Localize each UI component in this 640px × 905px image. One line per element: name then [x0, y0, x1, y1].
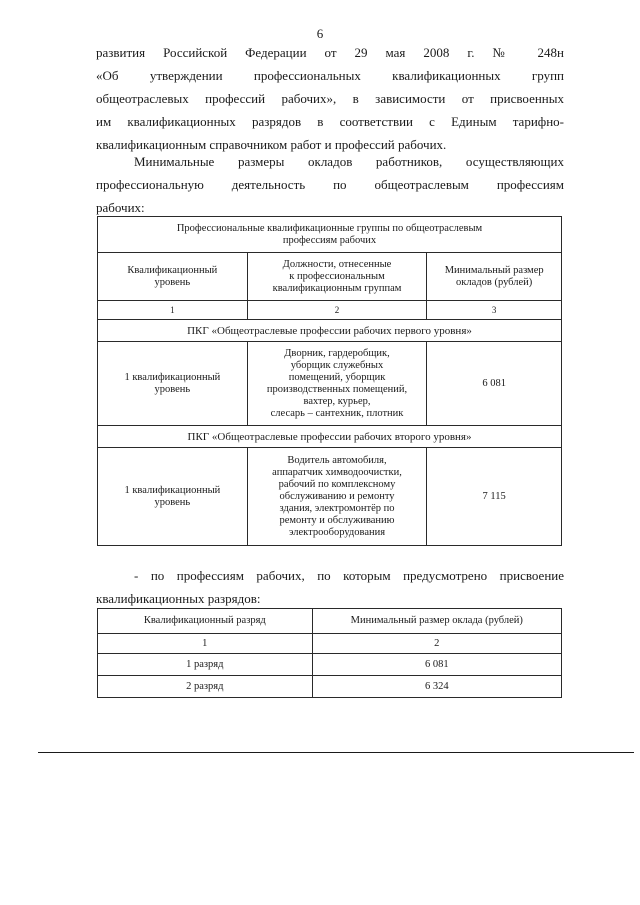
- salary-intro-paragraph: [96, 150, 564, 219]
- text-line: - по профессиям рабочих, по которым предусмотрено присвоение: [134, 568, 564, 583]
- text-line: развития Российской Федерации от 29 мая 2008 г. № 248н: [96, 45, 564, 60]
- salary-table-by-grade: [97, 608, 562, 698]
- text-line: им квалификационных разрядов в соответствии с Единым тарифно-: [96, 114, 564, 129]
- group-title: ПКГ «Общеотраслевые профессии рабочих второго уровня»: [98, 426, 562, 448]
- header-positions: Должности, отнесенные к профессиональным квалификационным группам: [247, 253, 427, 301]
- grade-value: 1 разряд: [98, 654, 313, 676]
- qualification-level: 1 квалификационный уровень: [98, 448, 248, 546]
- text-line: квалификационным справочником работ и профессий рабочих.: [96, 137, 447, 152]
- header-salary: Минимальный размер окладов (рублей): [427, 253, 562, 301]
- header-grade: Квалификационный разряд: [98, 609, 313, 634]
- column-number: 1: [98, 301, 248, 320]
- text-line: квалификационных разрядов:: [96, 591, 261, 606]
- column-number: 2: [247, 301, 427, 320]
- column-number: 1: [98, 634, 313, 654]
- page-number: 6: [316, 26, 324, 41]
- qualification-level: 1 квалификационный уровень: [98, 342, 248, 426]
- grade-value: 2 разряд: [98, 676, 313, 698]
- salary-value: 6 081: [427, 342, 562, 426]
- column-number: 3: [427, 301, 562, 320]
- salary-value: 6 324: [312, 676, 561, 698]
- text-line: профессиональную деятельность по общеотраслевым профессиям: [96, 177, 564, 192]
- header-level: Квалификационный уровень: [98, 253, 248, 301]
- grades-intro-paragraph: [96, 564, 564, 610]
- group-title: ПКГ «Общеотраслевые профессии рабочих первого уровня»: [98, 320, 562, 342]
- intro-paragraph: [96, 41, 564, 156]
- column-number: 2: [312, 634, 561, 654]
- text-line: Минимальные размеры окладов работников, осуществляющих: [134, 154, 564, 169]
- text-line: рабочих:: [96, 200, 145, 215]
- salary-table-by-group: [97, 216, 562, 546]
- table-title: Профессиональные квалификационные группы по общеотраслевым профессиям рабочих: [98, 217, 562, 253]
- footer-divider: [38, 752, 634, 753]
- salary-value: 6 081: [312, 654, 561, 676]
- positions-list: Дворник, гардеробщик, уборщик служебных помещений, уборщик производственных помещений, вахтер, курьер, слесарь – сантехник, плотник: [247, 342, 427, 426]
- text-line: общеотраслевых профессий рабочих», в зависимости от присвоенных: [96, 91, 564, 106]
- salary-value: 7 115: [427, 448, 562, 546]
- text-line: «Об утверждении профессиональных квалификационных групп: [96, 68, 564, 83]
- positions-list: Водитель автомобиля, аппаратчик химводоочистки, рабочий по комплексному обслуживанию и ремонту здания, электромонтёр по ремонту и обслуживанию электрооборудования: [247, 448, 427, 546]
- header-salary: Минимальный размер оклада (рублей): [312, 609, 561, 634]
